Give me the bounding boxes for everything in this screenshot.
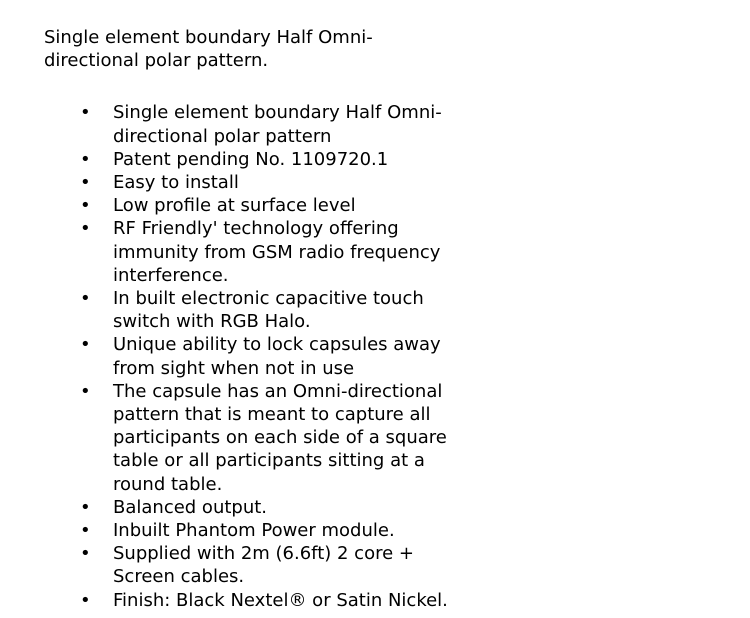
feature-text: The capsule has an Omni-directional pattern that is meant to capture all participants on each side of a square table or all participants sitting at a round table. [113,380,447,495]
bullet-icon: • [80,334,91,356]
feature-item [44,171,478,194]
feature-text: Balanced output. [113,496,268,518]
bullet-icon: • [80,172,91,194]
feature-item [44,333,478,379]
document-body [44,26,724,612]
feature-text: Unique ability to lock capsules away from sight when not in use [113,334,441,379]
feature-item [44,217,478,287]
feature-text: Easy to install [113,172,239,194]
feature-item [44,287,478,333]
bullet-icon: • [80,380,91,402]
bullet-icon: • [80,102,91,124]
feature-text: Finish: Black Nextel® or Satin Nickel. [113,589,448,611]
feature-item [44,542,478,588]
bullet-icon: • [80,496,91,518]
bullet-icon: • [80,288,91,310]
feature-item [44,194,478,217]
feature-text: Low profile at surface level [113,195,356,217]
feature-text: RF Friendly' technology offering immunity from GSM radio frequency interference. [113,218,441,286]
feature-item [44,589,478,612]
bullet-icon: • [80,520,91,542]
bullet-icon: • [80,589,91,611]
bullet-icon: • [80,543,91,565]
feature-text: Supplied with 2m (6.6ft) 2 core + Screen cables. [113,543,414,588]
intro-paragraph: Single element boundary Half Omni-directional polar pattern. [44,27,373,72]
feature-item [44,148,478,171]
bullet-icon: • [80,218,91,240]
feature-item [44,519,478,542]
bullet-icon: • [80,148,91,170]
feature-list [44,101,724,611]
feature-text: Inbuilt Phantom Power module. [113,520,395,542]
bullet-icon: • [80,195,91,217]
feature-item [44,380,478,496]
feature-item [44,101,478,147]
feature-text: Single element boundary Half Omni-directional polar pattern [113,102,442,147]
feature-text: In built electronic capacitive touch switch with RGB Halo. [113,288,424,333]
feature-item [44,496,478,519]
feature-text: Patent pending No. 1109720.1 [113,148,389,170]
